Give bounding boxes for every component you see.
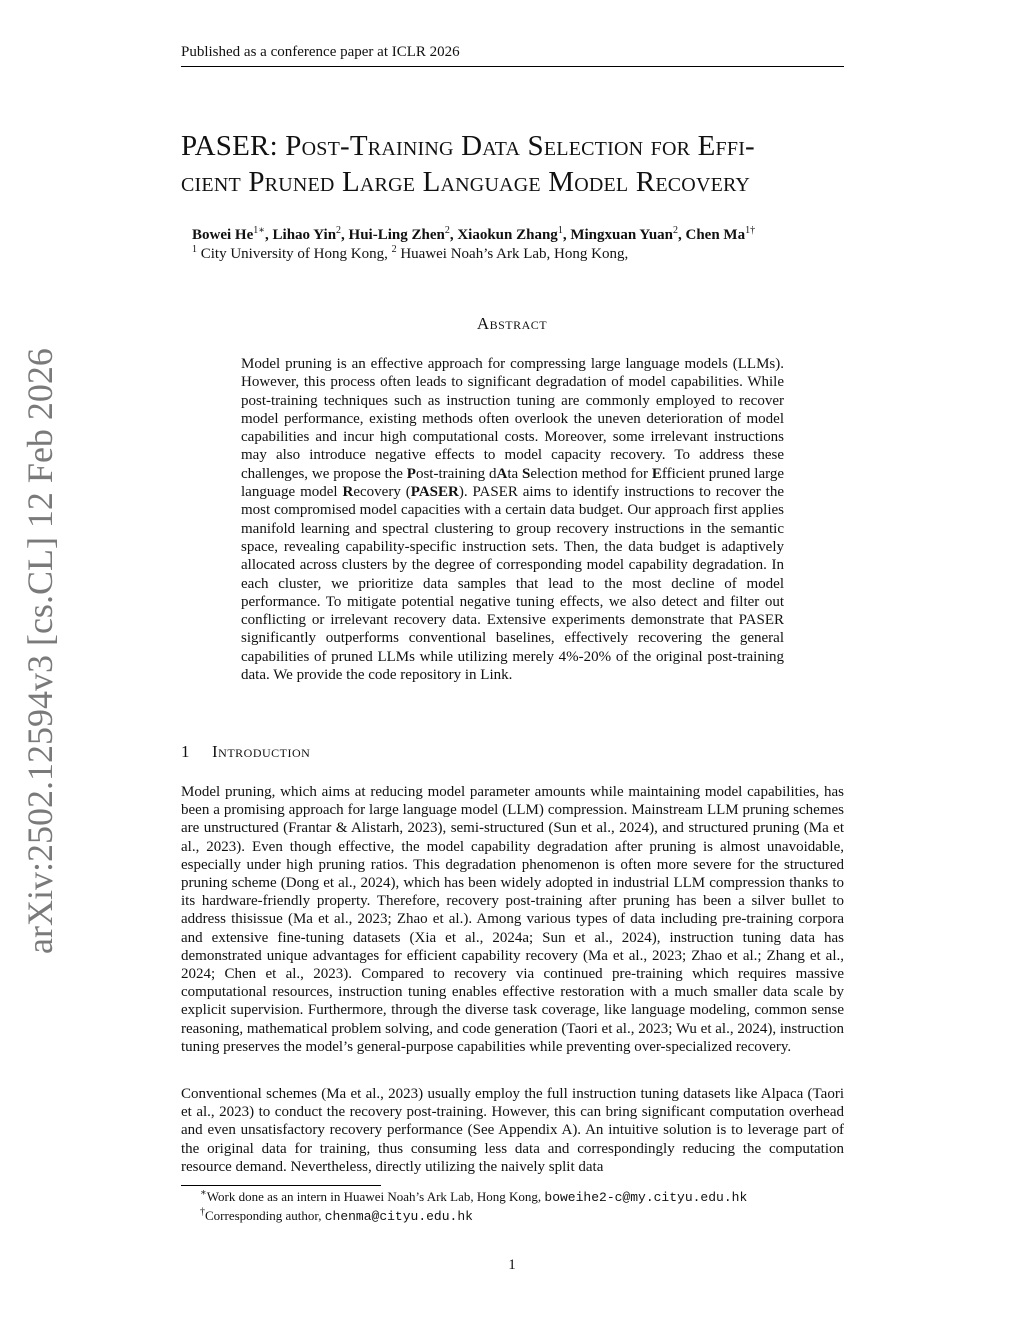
author-name: , Chen Ma [678, 227, 746, 243]
author-name: , Hui-Ling Zhen [341, 227, 445, 243]
author-name: , Xiaokun Zhang [449, 227, 558, 243]
author-mark: 1∗ [253, 225, 266, 236]
abstract-heading: Abstract [476, 314, 548, 333]
author-list [192, 227, 755, 244]
author-name: Bowei He [192, 227, 254, 243]
abstract-text: PASER aims to identify instructions to recover the most compromised model capacities with a certain data budget. Our approach first applies manifold learning and spectral clustering to group recovery instructions in the semantic space, revealing capability-specific instruction sets. Then, the data budget is adaptively allocated across clusters by the degree of corresponding model capability degradation. In each cluster, we prioritize data samples that lead to the most decline of model performance. To mitigate potential negative tuning effects, we also detect and filter out conflicting or irrelevant recovery data. Extensive experiments demonstrate that PASER significantly outperforms conventional baselines, effectively recovering the general capabilities of pruned LLMs while utilizing merely 4%-20% of the original post-training data. We provide the code repository in Link. [241, 484, 784, 684]
abstract-bold: S [522, 465, 531, 482]
author-mark: 2 [444, 225, 450, 236]
affiliation-mark: 2 [391, 244, 397, 255]
body-paragraph: Model pruning, which aims at reducing model parameter amounts while maintaining model capabilities, has been a promising approach for large language model (LLM) compression. Mainstream LLM pruning schemes are unstructured (Frantar & Alistarh, 2023), semi-structured (Sun et al., 2024), and structured pruning (Ma et al., 2023). Even though effective, the model capability degradation after pruning is almost unavoidable, especially under high pruning ratios. This degradation phenomenon is often more severe for the structured pruning scheme (Dong et al., 2024), which has been widely adopted in industrial LLM compression thanks to its hardware-friendly property. Therefore, recovery post-training after pruning has been a silver bullet to address thisissue (Ma et al., 2023; Zhao et al.). Among various types of data including pre-training corpora and extensive fine-tuning datasets (Xia et al., 2024a; Sun et al., 2024), instruction tuning data has demonstrated unique advantages for efficient capability recovery (Ma et al., 2023; Zhao et al.; Zhang et al., 2024; Chen et al., 2023). Compared to recovery via continued pre-training which requires massive computational resources, instruction tuning enables effective restoration with a much smaller data scale by explicit supervision. Furthermore, through the diverse task coverage, like language modeling, common sense reasoning, mathematical problem solving, and code generation (Taori et al., 2023; Wu et al., 2024), instruction tuning preserves the model’s general-purpose capabilities while preventing over-specialized recovery. [181, 784, 844, 1055]
abstract-bold: R [342, 484, 354, 501]
author-mark: 1† [745, 225, 756, 236]
author-name: , Lihao Yin [265, 227, 337, 243]
section-number: 1 [181, 742, 190, 761]
author-mark: 2 [673, 225, 678, 236]
abstract-bold: P [406, 465, 416, 482]
abstract-bold: A [496, 465, 508, 482]
header-rule [181, 66, 844, 67]
author-name: , Mingxuan Yuan [562, 227, 673, 243]
abstract-bold: E [651, 465, 662, 482]
footnote-text: Corresponding author, [205, 1208, 325, 1223]
abstract-text: ecovery ( [353, 484, 411, 501]
footnote-rule [181, 1185, 381, 1186]
paper-title [181, 128, 851, 200]
author-mark: 1 [557, 225, 563, 236]
footnote [200, 1189, 747, 1205]
title-line-1: PASER: Post-Training Data Selection for Effi- [181, 130, 755, 162]
section-title: Introduction [212, 742, 311, 761]
email-link[interactable]: boweihe2-c@my.cityu.edu.hk [544, 1190, 748, 1205]
affiliation-text: City University of Hong Kong, [197, 246, 392, 262]
abstract-text: ost-training d [415, 465, 497, 482]
footnote [200, 1208, 473, 1224]
page-number: 1 [508, 1257, 516, 1273]
abstract-text: fficient pruned large language model [241, 465, 784, 501]
author-mark: 2 [336, 225, 342, 236]
footnote-text: Work done as an intern in Huawei Noah’s Ark Lab, Hong Kong, [206, 1189, 545, 1204]
section-heading [181, 742, 310, 762]
affiliation-text: Huawei Noah’s Ark Lab, Hong Kong, [396, 246, 629, 262]
arxiv-identifier: arXiv:2502.12594v3 [cs.CL] 12 Feb 2026 [20, 348, 60, 954]
abstract-text: Model pruning is an effective approach for compressing large language models (LLMs). However, this process often leads to significant degradation of model capabilities. While post-training techniques such as instruction tuning are commonly employed to recover model performance, existing methods often overlook the uneven deterioration of model capabilities and incur high computational costs. Moreover, some irrelevant instructions may also introduce negative effects to model capacity recovery. To address these challenges, we propose the [241, 356, 784, 482]
abstract-text: ta [507, 465, 522, 482]
title-line-2: cient Pruned Large Language Model Recovery [181, 166, 751, 198]
footnote-mark: ∗ [200, 1187, 207, 1199]
body-paragraph: Conventional schemes (Ma et al., 2023) usually employ the full instruction tuning datasets like Alpaca (Taori et al., 2023) to conduct the recovery post-training. However, this can bring significant computation overhead and even unsatisfactory recovery performance (See Appendix A). An intuitive solution is to leverage part of the original data for training, thus consuming less data and correspondingly reducing the computation resource demand. Nevertheless, directly utilizing the naively split data [181, 1086, 844, 1175]
abstract-bold: PASER [410, 484, 459, 501]
affiliations [192, 246, 628, 263]
abstract-text: ). [458, 484, 468, 501]
running-head: Published as a conference paper at ICLR 2026 [181, 44, 460, 60]
email-link[interactable]: chenma@cityu.edu.hk [324, 1209, 473, 1224]
abstract-body [241, 355, 784, 684]
abstract-text: election method for [530, 465, 652, 482]
footnote-mark: † [200, 1206, 205, 1218]
affiliation-mark: 1 [192, 244, 197, 255]
